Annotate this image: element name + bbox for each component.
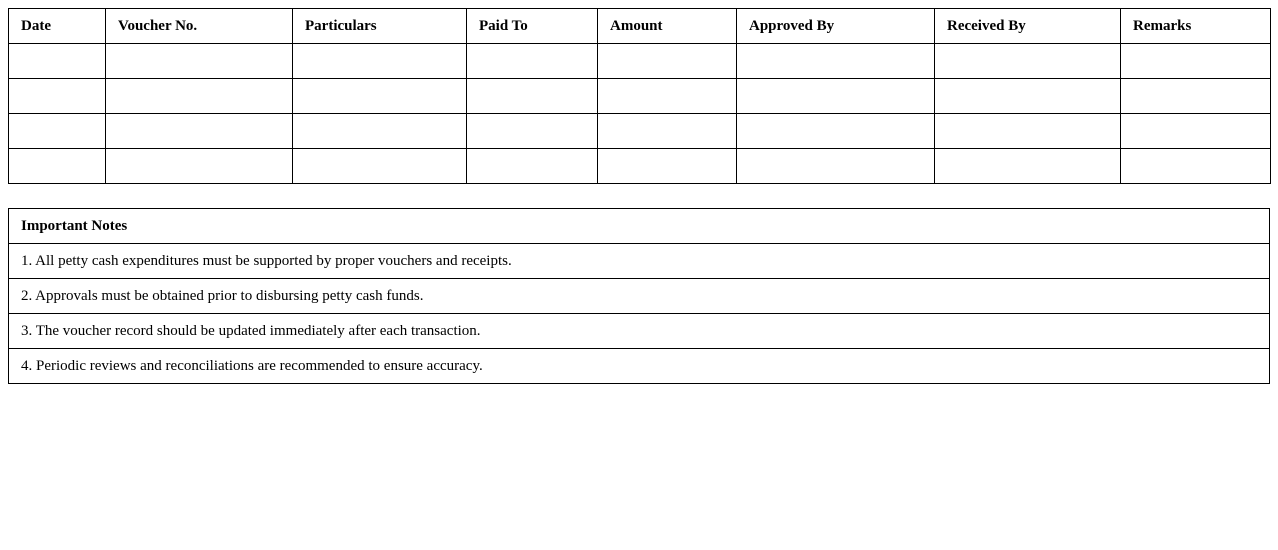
table-cell xyxy=(467,114,598,149)
table-cell xyxy=(1121,44,1271,79)
table-cell xyxy=(9,149,106,184)
table-cell xyxy=(9,114,106,149)
table-row xyxy=(9,114,1271,149)
table-row xyxy=(9,44,1271,79)
column-header-remarks: Remarks xyxy=(1121,9,1271,44)
table-cell xyxy=(467,79,598,114)
table-cell xyxy=(935,114,1121,149)
note-item: 3. The voucher record should be updated immediately after each transaction. xyxy=(9,314,1270,349)
table-cell xyxy=(293,149,467,184)
table-cell xyxy=(293,114,467,149)
table-cell xyxy=(9,79,106,114)
table-cell xyxy=(106,114,293,149)
table-cell xyxy=(9,44,106,79)
column-header-received-by: Received By xyxy=(935,9,1121,44)
table-cell xyxy=(935,149,1121,184)
table-cell xyxy=(598,44,737,79)
table-cell xyxy=(737,79,935,114)
column-header-approved-by: Approved By xyxy=(737,9,935,44)
table-cell xyxy=(935,79,1121,114)
note-item: 2. Approvals must be obtained prior to disbursing petty cash funds. xyxy=(9,279,1270,314)
notes-title: Important Notes xyxy=(9,209,1270,244)
notes-table xyxy=(8,208,1270,384)
notes-header-row xyxy=(9,209,1270,244)
note-row xyxy=(9,349,1270,384)
note-row xyxy=(9,314,1270,349)
table-cell xyxy=(598,114,737,149)
table-cell xyxy=(293,79,467,114)
table-header-row xyxy=(9,9,1271,44)
note-row xyxy=(9,279,1270,314)
column-header-voucher-no: Voucher No. xyxy=(106,9,293,44)
table-cell xyxy=(293,44,467,79)
table-cell xyxy=(1121,149,1271,184)
table-cell xyxy=(467,149,598,184)
table-cell xyxy=(598,79,737,114)
table-cell xyxy=(1121,79,1271,114)
table-row xyxy=(9,79,1271,114)
table-cell xyxy=(106,149,293,184)
table-cell xyxy=(1121,114,1271,149)
table-cell xyxy=(467,44,598,79)
column-header-particulars: Particulars xyxy=(293,9,467,44)
note-item: 1. All petty cash expenditures must be supported by proper vouchers and receipts. xyxy=(9,244,1270,279)
table-cell xyxy=(106,79,293,114)
column-header-paid-to: Paid To xyxy=(467,9,598,44)
table-cell xyxy=(737,44,935,79)
voucher-table xyxy=(8,8,1271,184)
table-cell xyxy=(737,149,935,184)
table-cell xyxy=(935,44,1121,79)
note-item: 4. Periodic reviews and reconciliations are recommended to ensure accuracy. xyxy=(9,349,1270,384)
table-cell xyxy=(598,149,737,184)
column-header-amount: Amount xyxy=(598,9,737,44)
column-header-date: Date xyxy=(9,9,106,44)
table-cell xyxy=(737,114,935,149)
table-cell xyxy=(106,44,293,79)
table-row xyxy=(9,149,1271,184)
note-row xyxy=(9,244,1270,279)
